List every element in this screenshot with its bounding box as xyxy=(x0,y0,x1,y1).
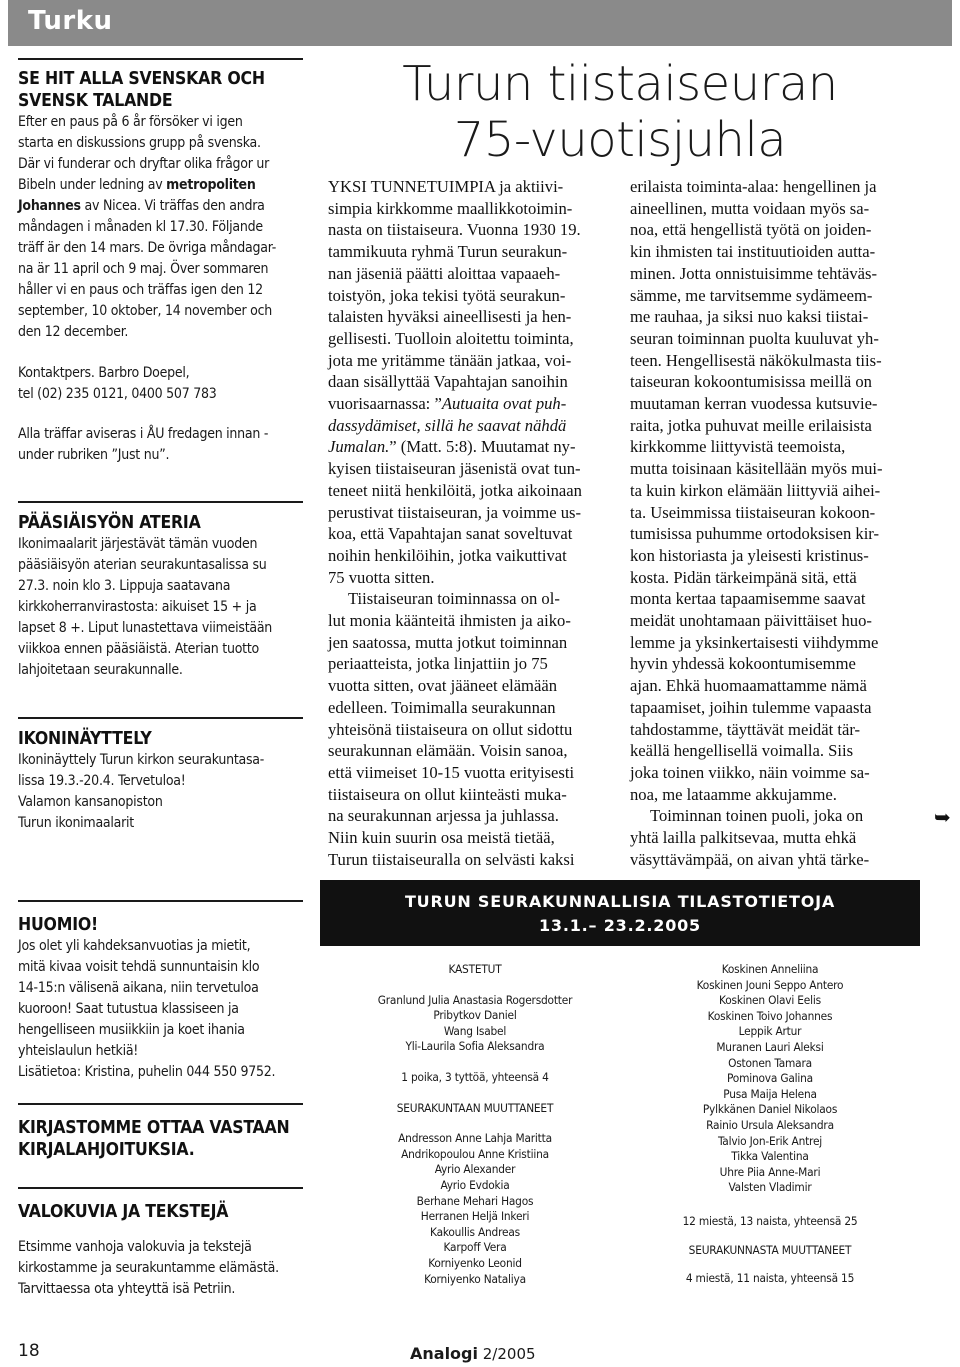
in-summary: 12 miestä, 13 naista, yhteensä 25 xyxy=(682,1213,858,1228)
list-item: Berhane Mehari Hagos xyxy=(416,1193,534,1208)
list-item: Pominova Galina xyxy=(727,1071,813,1086)
kastetut-label: KASTETUT xyxy=(448,962,502,976)
bold-metropoliten: metropoliten xyxy=(166,177,256,193)
bold-johannes: Johannes xyxy=(18,198,81,214)
section-title: Turku xyxy=(28,6,113,36)
list-item: Valsten Vladimir xyxy=(728,1180,812,1195)
list-item: Uhre Piia Anne-Mari xyxy=(719,1164,821,1179)
huomio-notice xyxy=(18,900,303,1083)
list-item: Koskinen Olavi Eelis xyxy=(719,993,821,1008)
list-item: Ayrio Alexander xyxy=(434,1162,516,1177)
magazine-footer xyxy=(410,1344,536,1363)
article-title: Turun tiistaiseuran 75-vuotisjuhla xyxy=(402,56,838,168)
ikoni-body: Ikoninäyttely Turun kirkon seurakuntasa- lissa 19.3.-20.4. Tervetuloa! Valamon kansanopiston Turun ikonimaalarit xyxy=(18,752,265,831)
stats-header xyxy=(320,880,920,946)
bottom-left-notices xyxy=(18,900,303,1300)
section-header xyxy=(8,0,952,46)
valokuvia-notice xyxy=(18,1187,303,1300)
huomio-body: Jos olet yli kahdeksanvuotias ja mietit, mitä kivaa voisit tehdä sunnuntaisin klo 14-15:n välisenä aikana, niin tervetuloa kuoroon! Saat tutustua klassiseen ja hengelliseen musiikkiin ja koet ihania yhteislaulun hetkiä! Lisätietoa: Kristina, puhelin 044 550 9752. xyxy=(18,938,276,1080)
list-item: Herranen Heljä Inkeri xyxy=(420,1209,530,1224)
list-item: Pribytkov Daniel xyxy=(433,1008,517,1023)
stats-left-column xyxy=(325,962,625,1287)
list-item: Ayrio Evdokia xyxy=(440,1177,510,1192)
sidebar xyxy=(18,58,303,834)
list-item: Wang Isabel xyxy=(443,1023,507,1038)
ikoni-heading: IKONINÄYTTELY xyxy=(18,729,152,749)
ateria-notice xyxy=(18,501,303,681)
svenska-notice xyxy=(18,58,303,466)
article-column-2: erilaista toiminta-alaa: hengellinen ja aineellinen, mutta voidaan myös sa- noa, että hengellistä työtä on joiden- kin ihmisten tai instituutioiden autta- minen. Jotta onnistuisimme tehtäväs- sämme, me tarvitsemme sydämeem- me rauhaa, ja siksi nuo kaksi tiistai- seuran toiminnan puolta kuuluvat yh- teen. Hengellisestä näkökulmasta tiis- taiseuran kokoontumisissa meillä on muutaman kerran vuodessa kutsuvie- raita, jotka puhuvat meille erilaisista kirkkomme liittyvistä teemoista, mutta toisinaan käsitellään myös mui- ta kuin kirkon elämään liittyviä aihei- ta. Useimmissa tiistaiseuran kokoon- tumisissa puhumme ortodoksisen kir- kon historiasta ja yleisesti kristinus- kosta. Pidän tärkeimpänä sitä, että monta kertaa tapaamisemme saavat meidät unohtamaan päivittäiset huo- lemme ja yksinkertaisesti viihdymme hyvin yhdessä kokoontumisemme ajan. Ehkä huomaamattamme nämä tapaamiset, joihin tulemme vapaasta tahdostamme, täyttävät meidät tär- keällä hengellisellä voimalla. Siis joka toinen viikko, näin voimme sa- noa, me lataamme akkujamme. Toiminnan toinen puoli, joka on yhtä lailla palkitsevaa, mutta ehkä väsyttävämpää, on aivan yhtä tärke- xyxy=(630,177,883,869)
list-item: Talvio Jon-Erik Antrej xyxy=(717,1133,823,1148)
list-item: Tikka Valentina xyxy=(731,1149,809,1164)
ateria-heading: PÄÄSIÄISYÖN ATERIA xyxy=(18,513,201,533)
list-item: Muranen Lauri Aleksi xyxy=(716,1039,824,1054)
kirjasto-notice xyxy=(18,1103,303,1161)
list-item: Korniyenko Leonid xyxy=(428,1255,522,1270)
out-summary: 4 miestä, 11 naista, yhteensä 15 xyxy=(685,1271,855,1286)
continue-arrow-icon: ➥ xyxy=(934,805,951,829)
list-item: Koskinen Toivo Johannes xyxy=(707,1008,833,1023)
muuttaneet-label: SEURAKUNTAAN MUUTTANEET xyxy=(396,1100,554,1115)
magazine-issue: 2/2005 xyxy=(482,1345,536,1363)
stats-title: TURUN SEURAKUNNALLISIA TILASTOTIETOJA xyxy=(404,892,836,911)
list-item: Koskinen Anneliina xyxy=(721,962,819,976)
list-item: Rainio Ursula Aleksandra xyxy=(706,1117,834,1132)
contact-person: Kontaktpers. Barbro Doepel, xyxy=(18,365,190,381)
list-item: Granlund Julia Anastasia Rogersdotter xyxy=(377,992,573,1007)
valokuvia-body: Etsimme vanhoja valokuvia ja tekstejä kirkostamme ja seurakuntamme elämästä. Tarvittaessa ota yhteyttä isä Petriin. xyxy=(18,1239,279,1297)
huomio-heading: HUOMIO! xyxy=(18,915,99,935)
magazine-brand: Analogi xyxy=(410,1344,478,1363)
list-item: Ostonen Tamara xyxy=(728,1055,812,1070)
contact-phone: tel (02) 235 0121, 0400 507 783 xyxy=(18,386,217,402)
list-item: Karpoff Vera xyxy=(443,1240,507,1255)
ikoni-notice xyxy=(18,717,303,834)
article-column-1: YKSI TUNNETUIMPIA ja aktiivi- simpia kirkkomme maallikkotoimin- nasta on tiistaiseura. Vuonna 1930 19. tammikuuta ryhmä Turun seurakun- nan jäseniä päätti aloittaa vapaaeh- toistyön, joka tekisi työtä seurakun- talaisten hyväksi aineellisesti ja hen- gellisesti. Tuolloin aloitettu toiminta, jota me yritämme tänään jatkaa, voi- daan sisällyttää Vapahtajan sanoihin vuorisaarnassa: ”Autuaita ovat puh- dassydämiset, sillä he saavat nähdä Jumalan.” (Matt. 5:8). Muutamat ny- kyisen tiistaiseuran jäsenistä ovat tun- teneet niitä henkilöitä, jotka aikoinaan perustivat tiistaiseuran, ja voimme us- koa, että Vapahtajan sanat soveltuvat noihin henkilöihin, jotka vaikuttivat 75 vuotta sitten. Tiistaiseuran toiminnassa on ol- lut monia käänteitä ihmisten ja aiko- jen saatossa, mutta jotkut toiminnan periaatteista, jotka linjattiin jo 75 vuotta sitten, ovat jääneet elämään edelleen. Toimimalla seurakunnan yhteisönä tiistaiseura on ollut sidottu seurakunnan elämään. Voisin sanoa, että viimeiset 10-15 vuotta erityisesti tiistaiseura on ollut kiinteästi muka- na seurakunnan arjessa ja juhlassa. Niin kuin suurin osa meistä tietää, Turun tiistaiseuralla on selvästi kaksi xyxy=(328,177,582,869)
out-label: SEURAKUNNASTA MUUTTANEET xyxy=(688,1242,852,1257)
list-item: Pylkkänen Daniel Nikolaos xyxy=(702,1102,838,1117)
bible-quote: Autuaita ovat puh- xyxy=(441,394,567,414)
stats-right-column xyxy=(620,962,920,1287)
list-item: Andrikopoulou Anne Kristiina xyxy=(401,1146,549,1161)
list-item: Yli-Laurila Sofia Aleksandra xyxy=(405,1039,545,1054)
list-item: Pusa Maija Helena xyxy=(723,1086,817,1101)
list-item: Kakoullis Andreas xyxy=(430,1224,520,1239)
ateria-body: Ikonimaalarit järjestävät tämän vuoden pääsiäisyön aterian seurakuntasalissa su 27.3. noin klo 3. Lippuja saatavana kirkkoherranvirastosta: aikuiset 15 + ja lapset 8 +. Liput lunastettava viimeistään viikkoa ennen pääsiäistä. Aterian tuotto lahjoitetaan seurakunnalle. xyxy=(18,536,273,678)
list-item: Andresson Anne Lahja Maritta xyxy=(398,1131,552,1146)
kirjasto-heading: KIRJASTOMME OTTAA VASTAAN KIRJALAHJOITUKSIA. xyxy=(18,1118,290,1160)
svenska-heading: SE HIT ALLA SVENSKAR OCH SVENSK TALANDE xyxy=(18,69,265,111)
svenska-body: Efter en paus på 6 år försöker vi igen starta en diskussions grupp på svenska. Där vi funderar och dryftar olika frågor ur Bibeln under ledning av metropoliten Johannes av Nicea. Vi träffas den andra måndagen i månaden kl 17.30. Följande träff är den 14 mars. De övriga måndagar- na är 11 april och 9 maj. Över sommaren håller vi en paus och träffas igen den 12 september, 10 oktober, 14 november och den 12 december. Kontaktpers. Barbro Doepel, tel (02) 235 0121, 0400 507 783 Alla träffar aviseras i ÅU fredagen innan - under rubriken ”Just nu”. xyxy=(18,112,303,466)
stats-date: 13.1.– 23.2.2005 xyxy=(538,916,701,935)
list-item: Korniyenko Nataliya xyxy=(424,1271,526,1286)
kastetut-summary: 1 poika, 3 tyttöä, yhteensä 4 xyxy=(401,1069,549,1084)
valokuvia-heading: VALOKUVIA JA TEKSTEJÄ xyxy=(18,1202,229,1222)
list-item: Koskinen Jouni Seppo Antero xyxy=(696,977,844,992)
list-item: Leppik Artur xyxy=(738,1024,802,1039)
page-number: 18 xyxy=(18,1341,40,1361)
